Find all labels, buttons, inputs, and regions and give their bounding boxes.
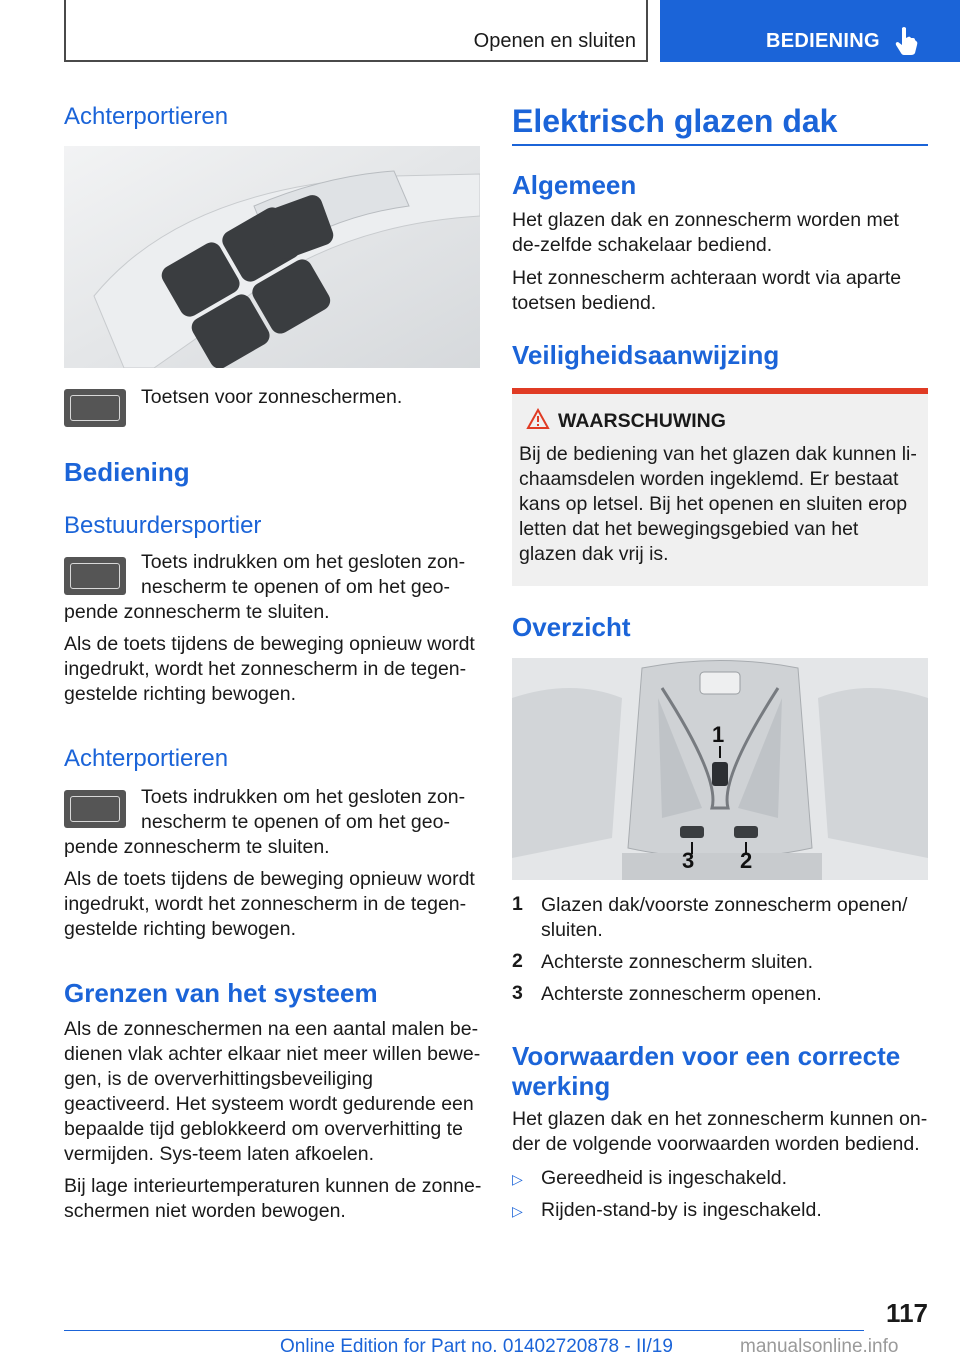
footer-rule bbox=[64, 1330, 864, 1331]
heading-bestuurdersportier: Bestuurdersportier bbox=[64, 512, 262, 539]
page-number: 117 bbox=[886, 1298, 928, 1328]
heading-grenzen: Grenzen van het systeem bbox=[64, 978, 378, 1008]
warning-title: WAARSCHUWING bbox=[558, 410, 726, 432]
roof-console-photo bbox=[512, 658, 928, 880]
list-item: Achterste zonnescherm sluiten. bbox=[541, 951, 814, 973]
bullet-item: Gereedheid is ingeschakeld. bbox=[541, 1167, 788, 1189]
warning-triangle-icon bbox=[526, 408, 550, 435]
chapter-tab[interactable] bbox=[660, 0, 960, 62]
achter-text-line2: nescherm te openen of om het geo- bbox=[141, 811, 450, 833]
list-number: 2 bbox=[512, 950, 523, 972]
bestuurder-text-line2: nescherm te openen of om het geo- bbox=[141, 576, 450, 598]
algemeen-paragraph-2: Het zonnescherm achteraan wordt via aparte toetsen bediend. bbox=[512, 267, 902, 314]
warning-box bbox=[512, 388, 928, 586]
door-buttons-photo bbox=[64, 146, 480, 368]
warning-text: Bij de bediening van het glazen dak kunnen li-chaamsdelen worden ingeklemd. Er bestaat kans op letsel. Bij het openen en sluiten erop letten dat het bewegingsgebied van het glazen dak vrij is. bbox=[519, 443, 917, 565]
warning-bar bbox=[512, 388, 928, 394]
photo-label-2: 2 bbox=[740, 848, 753, 873]
caption-sunblinds: Toetsen voor zonneschermen. bbox=[141, 386, 403, 408]
photo-label-3: 3 bbox=[682, 848, 695, 873]
heading-achterportieren: Achterportieren bbox=[64, 103, 229, 130]
section-title: Openen en sluiten bbox=[473, 30, 636, 52]
heading-algemeen: Algemeen bbox=[512, 170, 637, 200]
edition-note: Online Edition for Part no. 01402720878 - II/19 bbox=[280, 1336, 673, 1357]
heading-bediening: Bediening bbox=[64, 457, 190, 487]
photo-label-1: 1 bbox=[712, 722, 725, 747]
sunblind-rear-key-icon bbox=[64, 389, 126, 427]
bullet-triangle-icon: ▷ bbox=[512, 1203, 523, 1219]
heading-veiligheid: Veiligheidsaanwijzing bbox=[512, 340, 780, 370]
voorwaarden-paragraph: Het glazen dak en het zonnescherm kunnen on-der de volgende voorwaarden worden bediend. bbox=[512, 1108, 928, 1155]
heading-voorwaarden: Voorwaarden voor een correcte werking bbox=[512, 1041, 901, 1101]
page-title: Elektrisch glazen dak bbox=[512, 103, 838, 139]
watermark: manualsonline.info bbox=[740, 1336, 899, 1357]
achter-text-line3: pende zonnescherm te sluiten. bbox=[64, 836, 330, 858]
achter-text-line1: Toets indrukken om het gesloten zon- bbox=[141, 786, 466, 808]
bullet-triangle-icon: ▷ bbox=[512, 1171, 523, 1187]
sunblind-rear-key-icon-2 bbox=[64, 790, 126, 828]
bullet-item: Rijden-stand-by is ingeschakeld. bbox=[541, 1199, 822, 1221]
list-item: Glazen dak/voorste zonnescherm openen/ sluiten. bbox=[541, 894, 908, 941]
list-number: 3 bbox=[512, 982, 523, 1004]
grenzen-paragraph-2: Bij lage interieurtemperaturen kunnen de zonne-schermen niet worden bewogen. bbox=[64, 1175, 482, 1222]
list-number: 1 bbox=[512, 893, 523, 915]
bestuurder-text-line3: pende zonnescherm te sluiten. bbox=[64, 601, 330, 623]
chapter-title: BEDIENING bbox=[766, 30, 880, 52]
bestuurder-text-line1: Toets indrukken om het gesloten zon- bbox=[141, 551, 466, 573]
grenzen-paragraph-1: Als de zonneschermen na een aantal malen be-dienen vlak achter elkaar niet meer willen bewe-gen, is de oververhittingsbeveiliging geactiveerd. Het systeem wordt gedurende een bepaalde tijd geblokkeerd om oververhitting te vermijden. Sys-teem laten afkoelen. bbox=[64, 1018, 481, 1165]
sunblind-front-key-icon bbox=[64, 557, 126, 595]
heading-achterportieren-2: Achterportieren bbox=[64, 745, 229, 772]
algemeen-paragraph-1: Het glazen dak en zonnescherm worden met de-zelfde schakelaar bediend. bbox=[512, 209, 899, 256]
bestuurder-paragraph-2: Als de toets tijdens de beweging opnieuw wordt ingedrukt, wordt het zonnescherm in de tegen-gestelde richting bewogen. bbox=[64, 633, 475, 705]
achter-paragraph-2: Als de toets tijdens de beweging opnieuw wordt ingedrukt, wordt het zonnescherm in de tegen-gestelde richting bewogen. bbox=[64, 868, 475, 940]
heading-overzicht: Overzicht bbox=[512, 612, 631, 642]
title-underline bbox=[512, 144, 928, 146]
pointing-hand-icon bbox=[894, 26, 918, 61]
list-item: Achterste zonnescherm openen. bbox=[541, 983, 822, 1005]
